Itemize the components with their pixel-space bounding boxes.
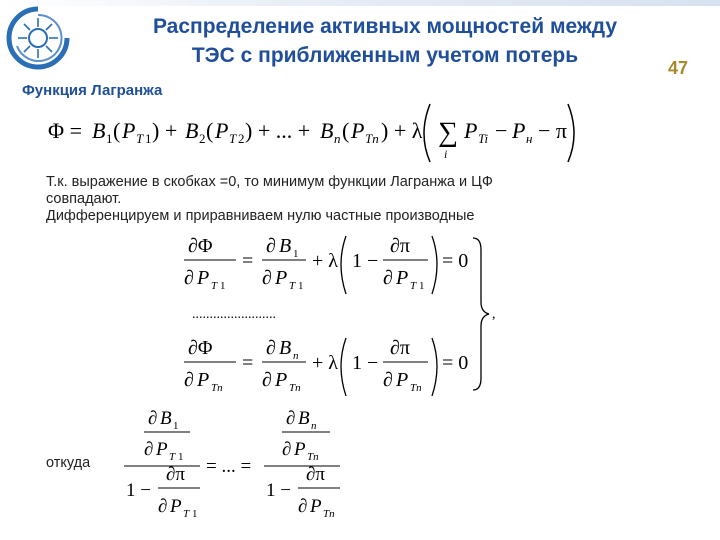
svg-text:T: T bbox=[136, 131, 144, 146]
svg-text:T: T bbox=[183, 508, 190, 520]
svg-text:T: T bbox=[211, 280, 218, 292]
svg-text:B: B bbox=[160, 408, 172, 429]
svg-text:B: B bbox=[320, 118, 334, 143]
svg-text:н: н bbox=[526, 131, 533, 146]
svg-text:T: T bbox=[410, 280, 417, 292]
lagrange-formula bbox=[40, 98, 600, 164]
svg-text:1: 1 bbox=[419, 280, 425, 292]
svg-text:P: P bbox=[122, 118, 136, 143]
svg-text:) + λ: ) + λ bbox=[381, 118, 423, 143]
svg-text:) + ... +: ) + ... + bbox=[245, 118, 311, 143]
svg-text:1: 1 bbox=[220, 280, 226, 292]
svg-text:n: n bbox=[311, 420, 317, 432]
sun-swirl-logo-icon bbox=[5, 5, 71, 71]
svg-text:Tn: Tn bbox=[307, 451, 319, 463]
svg-text:∂π: ∂π bbox=[390, 337, 410, 359]
svg-text:T: T bbox=[229, 131, 237, 146]
top-gradient-bar bbox=[0, 0, 720, 6]
svg-text:P: P bbox=[396, 369, 409, 391]
svg-text:∂: ∂ bbox=[282, 439, 292, 460]
svg-text:∂: ∂ bbox=[262, 369, 272, 391]
svg-text:∂: ∂ bbox=[144, 439, 154, 460]
svg-text:1 −: 1 − bbox=[266, 480, 291, 501]
svg-text:B: B bbox=[92, 118, 106, 143]
section-subtitle: Функция Лагранжа bbox=[22, 82, 163, 99]
svg-text:1 −: 1 − bbox=[126, 480, 151, 501]
svg-text:∂: ∂ bbox=[158, 496, 168, 517]
svg-text:1: 1 bbox=[173, 420, 179, 432]
svg-text:P: P bbox=[310, 496, 322, 517]
svg-text:∂: ∂ bbox=[148, 408, 158, 429]
svg-text:P: P bbox=[464, 118, 478, 143]
svg-text:P: P bbox=[396, 267, 409, 289]
svg-text:Φ =: Φ = bbox=[48, 118, 82, 143]
svg-text:∂: ∂ bbox=[266, 235, 276, 257]
svg-text:Tn: Tn bbox=[410, 382, 422, 394]
svg-text:+ λ: + λ bbox=[312, 352, 338, 374]
svg-text:P: P bbox=[275, 267, 288, 289]
svg-text:1 −: 1 − bbox=[352, 250, 379, 272]
svg-text:P: P bbox=[197, 369, 210, 391]
svg-text:P: P bbox=[351, 118, 365, 143]
svg-text:i: i bbox=[444, 147, 448, 161]
svg-text:Tn: Tn bbox=[365, 131, 379, 146]
slide-title bbox=[95, 12, 675, 70]
svg-text:∂π: ∂π bbox=[166, 464, 185, 485]
svg-text:P: P bbox=[197, 267, 210, 289]
svg-text:1: 1 bbox=[192, 508, 198, 520]
svg-text:−: − bbox=[495, 118, 508, 143]
explanation-line-2: совпадают. bbox=[46, 191, 122, 207]
svg-text:∂: ∂ bbox=[383, 267, 393, 289]
svg-text:∂: ∂ bbox=[184, 369, 194, 391]
svg-text:1 −: 1 − bbox=[352, 352, 379, 374]
svg-text:T: T bbox=[169, 451, 176, 463]
svg-text:∂: ∂ bbox=[266, 337, 276, 359]
svg-text:,: , bbox=[492, 307, 496, 322]
page-number: 47 bbox=[668, 58, 689, 78]
svg-text:− π: − π bbox=[538, 118, 568, 143]
svg-text:B: B bbox=[279, 337, 292, 359]
svg-text:Ti: Ti bbox=[478, 131, 489, 146]
svg-text:∂: ∂ bbox=[298, 496, 308, 517]
otkuda-label: откуда bbox=[46, 455, 91, 471]
svg-text:T: T bbox=[289, 280, 296, 292]
svg-text:=: = bbox=[242, 250, 254, 272]
title-line-2: ТЭС с приближенным учетом потерь bbox=[191, 44, 579, 67]
svg-text:1: 1 bbox=[293, 248, 299, 260]
svg-text:∂Φ: ∂Φ bbox=[188, 235, 213, 257]
svg-text:........................: ........................ bbox=[192, 307, 276, 322]
svg-text:2: 2 bbox=[199, 131, 206, 146]
svg-text:n: n bbox=[293, 350, 299, 362]
svg-text:∂: ∂ bbox=[286, 408, 296, 429]
svg-text:1: 1 bbox=[145, 131, 152, 146]
svg-text:2: 2 bbox=[238, 131, 245, 146]
partial-derivative-system bbox=[180, 226, 510, 396]
svg-text:(: ( bbox=[113, 118, 121, 143]
svg-text:1: 1 bbox=[106, 131, 113, 146]
svg-text:∂: ∂ bbox=[262, 267, 272, 289]
svg-text:+ λ: + λ bbox=[312, 250, 338, 272]
svg-text:∂π: ∂π bbox=[306, 464, 325, 485]
svg-text:Tn: Tn bbox=[323, 508, 335, 520]
svg-text:B: B bbox=[185, 118, 199, 143]
svg-text:P: P bbox=[215, 118, 229, 143]
svg-text:P: P bbox=[275, 369, 288, 391]
svg-text:(: ( bbox=[342, 118, 350, 143]
svg-text:1: 1 bbox=[298, 280, 304, 292]
explanation-line-3: Дифференцируем и приравниваем нулю частные производные bbox=[46, 208, 475, 224]
svg-text:P: P bbox=[156, 439, 168, 460]
title-line-1: Распределение активных мощностей между bbox=[152, 15, 618, 38]
svg-text:) +: ) + bbox=[152, 118, 178, 143]
svg-text:B: B bbox=[298, 408, 310, 429]
svg-text:1: 1 bbox=[178, 451, 184, 463]
svg-text:∂: ∂ bbox=[383, 369, 393, 391]
svg-text:∑: ∑ bbox=[438, 117, 458, 148]
svg-text:∂: ∂ bbox=[184, 267, 194, 289]
svg-text:P: P bbox=[294, 439, 306, 460]
svg-text:B: B bbox=[279, 235, 292, 257]
equality-formula bbox=[118, 400, 358, 532]
svg-text:= ... =: = ... = bbox=[206, 456, 252, 477]
svg-text:n: n bbox=[334, 131, 341, 146]
svg-text:(: ( bbox=[206, 118, 214, 143]
svg-text:P: P bbox=[170, 496, 182, 517]
svg-text:Tn: Tn bbox=[289, 382, 301, 394]
svg-text:= 0: = 0 bbox=[442, 352, 469, 374]
svg-text:=: = bbox=[242, 352, 254, 374]
svg-text:= 0: = 0 bbox=[442, 250, 469, 272]
explanation-line-1: Т.к. выражение в скобках =0, то минимум функции Лагранжа и ЦФ bbox=[46, 174, 493, 190]
svg-text:P: P bbox=[512, 118, 526, 143]
svg-text:∂Φ: ∂Φ bbox=[188, 337, 213, 359]
svg-text:∂π: ∂π bbox=[390, 235, 410, 257]
svg-text:Tn: Tn bbox=[211, 382, 223, 394]
